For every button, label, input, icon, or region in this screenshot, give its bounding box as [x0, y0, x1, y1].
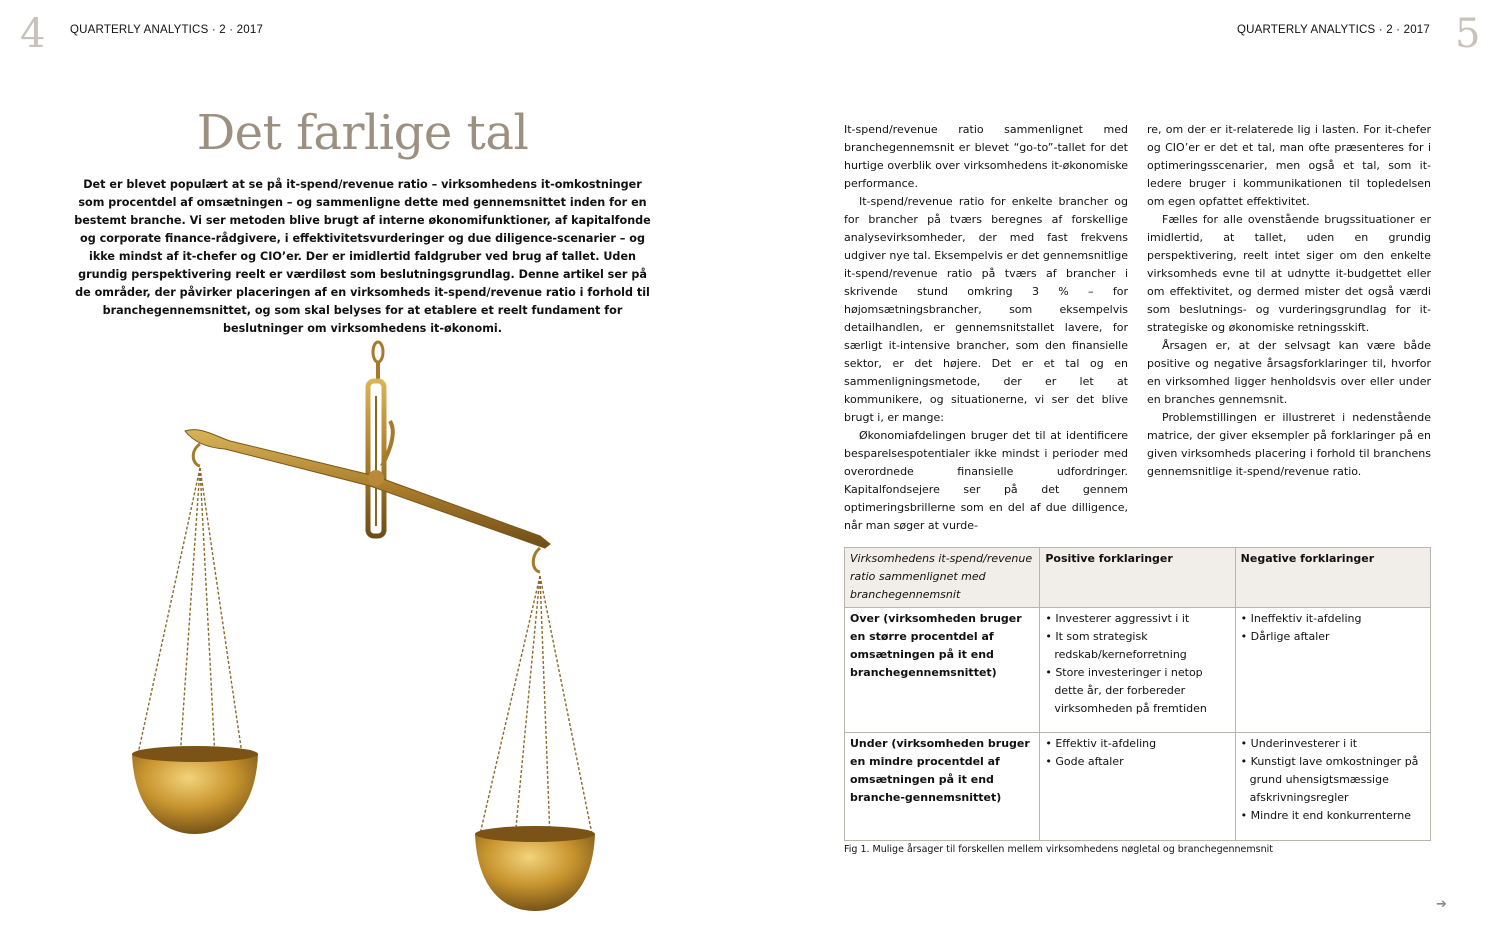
matrix-corner-label: Virksomhedens it-spend/revenue ratio sammenlignet med branchegennemsnit — [845, 548, 1040, 608]
article-title: Det farlige tal — [196, 105, 529, 161]
list-item: • Mindre it end konkurrenterne — [1241, 807, 1425, 825]
article-column-1 — [844, 121, 1128, 535]
row-label-over: Over (virksomheden bruger en større procentdel af omsætningen på it end branchegennemsnittet) — [845, 608, 1040, 733]
paragraph: It-spend/revenue ratio sammenlignet med branchegennemsnit er blevet “go-to”-tallet for det hurtige overblik over virksomhedens it-økonomiske performance. — [844, 123, 1128, 190]
negative-cell — [1235, 733, 1430, 841]
table-header-row — [845, 548, 1431, 608]
positive-cell — [1040, 733, 1235, 841]
arrow-right-icon[interactable]: ➔ — [1436, 897, 1447, 912]
article-column-2 — [1147, 121, 1431, 481]
paragraph: Årsagen er, at der selvsagt kan være både positive og negative årsagsforklaringer til, hvorfor en virksomhed ligger henholdsvis over eller under en branches gennemsnit. — [1147, 339, 1431, 406]
table-row — [845, 733, 1431, 841]
paragraph: re, om der er it-relaterede lig i lasten. For it-chefer og CIO’er er det et tal, man ofte præsenteres for i optimeringsscenarier, men også et tal, som it-ledere bruger i kommunikationen til topledelsen om egen opfattet effektivitet. — [1147, 123, 1431, 208]
negative-cell — [1235, 608, 1430, 733]
paragraph: It-spend/revenue ratio for enkelte brancher og for brancher på tværs beregnes af forskellige analysevirksomheder, der med fast frekvens udgiver nye tal. Eksempelvis er det gennemsnitlige it-spend/revenue ratio på tværs af brancher i skrivende stund omkring 3 % – for højomsætningsbrancher, som eksempelvis detailhandlen, er gennemsnitstallet lavere, for særligt it-intensive brancher, som den finansielle sektor, er det højere. Det er et tal og en sammenligningsmetode, der er let at kommunikere, og situationerne, vi ser det blive brugt i, er mange: — [844, 195, 1128, 424]
table-row — [845, 608, 1431, 733]
list-item: • Ineffektiv it-afdeling — [1241, 610, 1425, 628]
list-item: • Investerer aggressivt i it — [1045, 610, 1229, 628]
list-item: • It som strategisk redskab/kerneforretning — [1045, 628, 1229, 664]
list-item: • Underinvesterer i it — [1241, 735, 1425, 753]
article-lead: Det er blevet populært at se på it-spend/revenue ratio – virksomhedens it-omkostninger som procentdel af omsætningen – og sammenligne dette med gennemsnittet inden for en bestemt branche. Vi ser metoden blive brugt af interne økonomifunktioner, af kapitalfonde og corporate finance-rådgivere, i effektivitetsvurderinger og due diligence-scenarier – og ikke mindst af it-chefer og CIO’er. Der er imidlertid faldgruber ved brug af tallet. Uden grundig perspektivering reelt er værdiløst som beslutningsgrundlag. Denne artikel ser på de områder, der påvirker placeringen af en virksomheds it-spend/revenue ratio i forhold til branchegennemsnittet, og som skal belyses for at etablere et reelt fundament for beslutninger om virksomhedens it-økonomi. — [74, 178, 651, 335]
row-label-under: Under (virksomheden bruger en mindre procentdel af omsætningen på it end branche-gennemsnittet) — [845, 733, 1040, 841]
paragraph: Økonomiafdelingen bruger det til at identificere besparelsespotentialer ikke mindst i perioder med overordnede finansielle udfordringer. Kapitalfondsejere ser på det gennem optimeringsbrillerne som en del af due dilligence, når man søger at vurde- — [844, 429, 1128, 532]
paragraph: Problemstillingen er illustreret i nedenstående matrice, der giver eksempler på forklaringer på en given virksomheds placering i forhold til branchens gennemsnitlige it-spend/revenue ratio. — [1147, 411, 1431, 478]
list-item: • Gode aftaler — [1045, 753, 1229, 771]
column-header-negative: Negative forklaringer — [1235, 548, 1430, 608]
figure-caption: Fig 1. Mulige årsager til forskellen mellem virksomhedens nøgletal og branchegennemsnit — [844, 844, 1273, 855]
paragraph: Fælles for alle ovenstående brugssituationer er imidlertid, at tallet, uden en grundig perspektivering, reelt intet siger om den enkelte virksomheds evne til at udnytte it-budgettet eller om effektivitet, og dermed mister det også værdi som beslutnings- og vurderingsgrundlag for it-strategiske og økonomiske retningsskift. — [1147, 213, 1431, 334]
list-item: • Effektiv it-afdeling — [1045, 735, 1229, 753]
running-head-left: QUARTERLY ANALYTICS · 2 · 2017 — [70, 24, 264, 36]
list-item: • Dårlige aftaler — [1241, 628, 1425, 646]
list-item: • Kunstigt lave omkostninger på grund uhensigtsmæssige afskrivningsregler — [1241, 753, 1425, 807]
balance-scale-illustration — [120, 336, 600, 916]
page-number-right: 5 — [1455, 11, 1481, 57]
explanation-matrix — [844, 547, 1431, 841]
page-number-left: 4 — [20, 11, 46, 57]
column-header-positive: Positive forklaringer — [1040, 548, 1235, 608]
list-item: • Store investeringer i netop dette år, der forbereder virksomheden på fremtiden — [1045, 664, 1229, 718]
positive-cell — [1040, 608, 1235, 733]
running-head-right: QUARTERLY ANALYTICS · 2 · 2017 — [1236, 24, 1430, 36]
